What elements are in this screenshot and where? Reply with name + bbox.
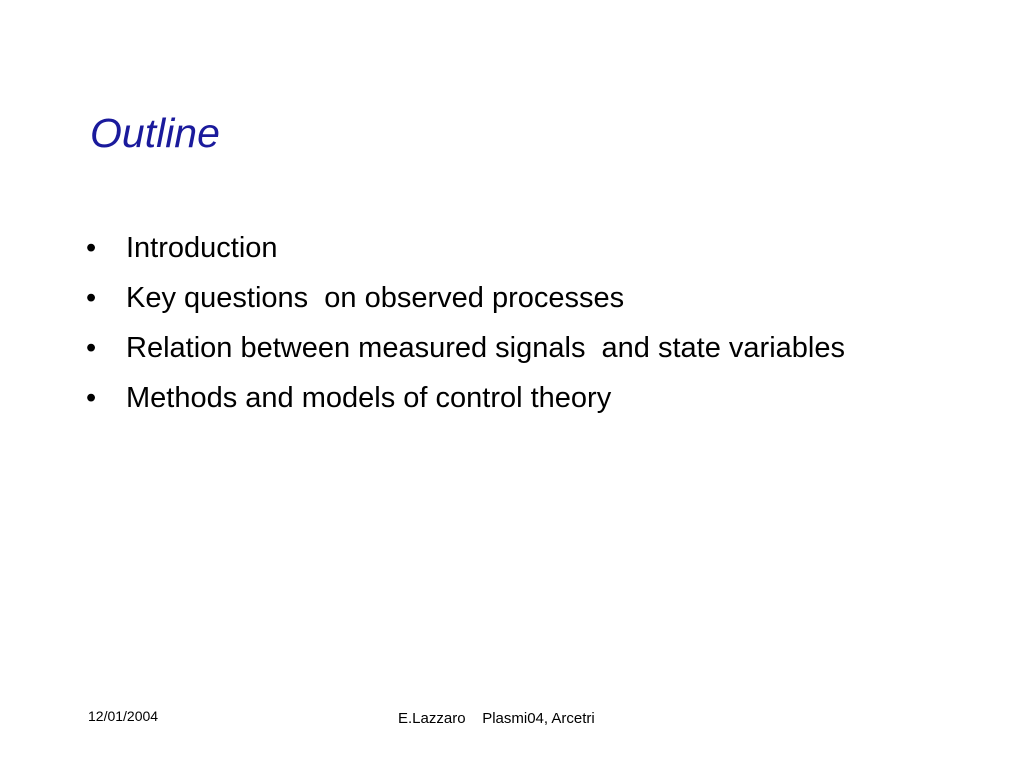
bullet-text: Relation between measured signals and state variables (126, 332, 845, 364)
bullet-icon: • (86, 332, 97, 364)
bullet-icon: • (86, 282, 97, 314)
bullet-list (86, 228, 886, 428)
bullet-text: Methods and models of control theory (126, 382, 612, 414)
bullet-item (86, 378, 886, 418)
bullet-text: Key questions on observed processes (126, 282, 625, 314)
bullet-item (86, 278, 886, 318)
bullet-item (86, 228, 886, 268)
footer-date: 12/01/2004 (88, 708, 159, 724)
bullet-icon: • (86, 232, 97, 264)
bullet-item (86, 328, 886, 368)
bullet-icon: • (86, 382, 97, 414)
slide-title: Outline (90, 110, 220, 156)
footer-author-event: E.Lazzaro Plasmi04, Arcetri (398, 710, 595, 727)
bullet-text: Introduction (126, 232, 278, 264)
